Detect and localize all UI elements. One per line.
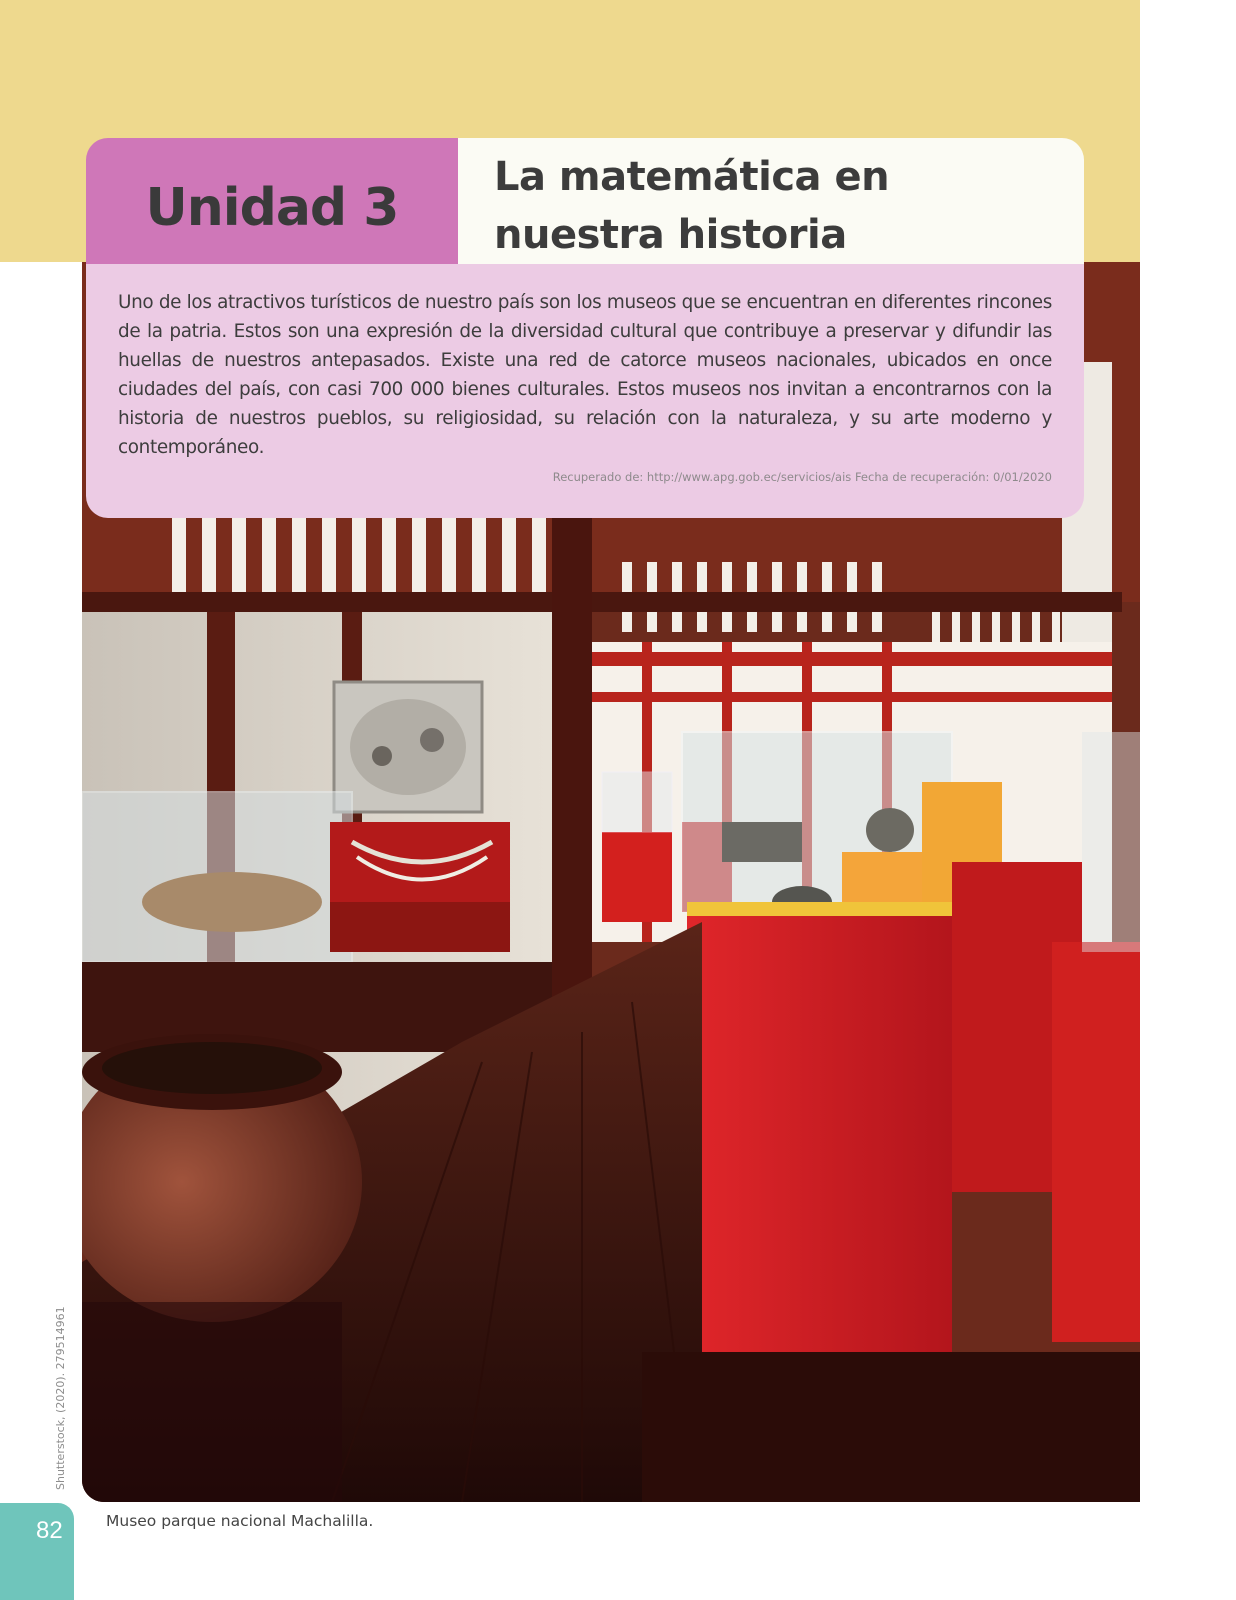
unit-label-box xyxy=(86,138,458,264)
photo-caption: Museo parque nacional Machalilla. xyxy=(106,1512,374,1530)
unit-header xyxy=(86,138,1084,264)
intro-panel xyxy=(86,264,1084,518)
photo-credit: Shutterstock, (2020). 279514961 xyxy=(54,1306,67,1490)
page-right-margin xyxy=(1140,0,1236,1600)
source-citation: Recuperado de: http://www.apg.gob.ec/servicios/ais Fecha de recuperación: 0/01/2020 xyxy=(552,470,1052,484)
unit-title-line-1: La matemática en xyxy=(494,154,890,200)
unit-title-line-2: nuestra historia xyxy=(494,212,847,258)
intro-paragraph: Uno de los atractivos turísticos de nuestro país son los museos que se encuentran en diferentes rincones de la patria. Estos son una expresión de la diversidad cultural que contribuye a preservar y difundir las huellas de nuestros antepasados. Existe una red de catorce museos nacionales, ubicados en once ciudades del país, con casi 700 000 bienes culturales. Estos museos nos invitan a encontrarnos con la historia de nuestros pueblos, su religiosidad, su relación con la naturaleza, y su arte moderno y contemporáneo. xyxy=(118,292,1052,458)
page-number: 82 xyxy=(36,1517,63,1544)
unit-label: Unidad 3 xyxy=(145,178,399,238)
unit-title-box xyxy=(458,138,1084,264)
